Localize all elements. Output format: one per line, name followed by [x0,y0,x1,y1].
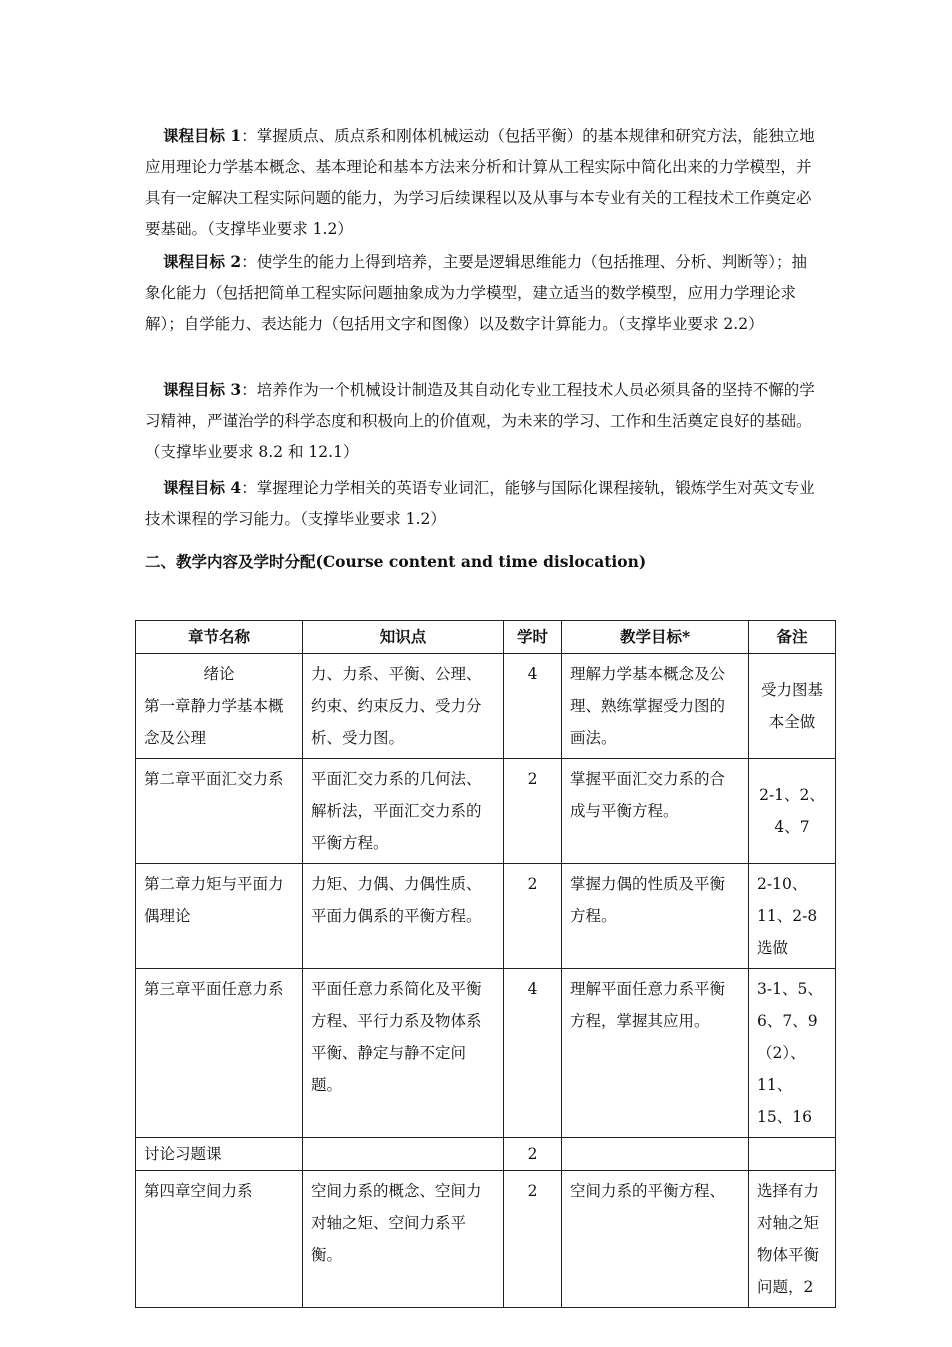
cell-knowledge: 力矩、力偶、力偶性质、平面力偶系的平衡方程。 [303,864,504,969]
table-row [136,1171,836,1308]
course-content-table [135,620,836,1308]
cell-chapter: 讨论习题课 [136,1138,303,1171]
cell-hours: 2 [504,1171,562,1308]
cell-note: 2-1、2、4、7 [749,759,836,864]
cell-chapter: 第四章空间力系 [136,1171,303,1308]
cell-note [749,1138,836,1171]
cell-knowledge: 空间力系的概念、空间力对轴之矩、空间力系平衡。 [303,1171,504,1308]
cell-hours: 2 [504,759,562,864]
cell-hours: 4 [504,969,562,1138]
objective-3-label: 课程目标 3 [163,380,242,399]
cell-chapter: 第三章平面任意力系 [136,969,303,1138]
objective-2-label: 课程目标 2 [163,252,242,271]
cell-note: 3-1、5、6、7、9（2）、11、15、16 [749,969,836,1138]
cell-note: 受力图基本全做 [749,654,836,759]
objective-3 [145,374,815,468]
table-row [136,864,836,969]
objective-1-label: 课程目标 1 [163,126,242,145]
cell-goal: 掌握平面汇交力系的合成与平衡方程。 [562,759,749,864]
cell-chapter: 第二章力矩与平面力偶理论 [136,864,303,969]
cell-knowledge [303,1138,504,1171]
cell-knowledge: 力、力系、平衡、公理、约束、约束反力、受力分析、受力图。 [303,654,504,759]
header-chapter: 章节名称 [136,621,303,654]
section-title: 二、教学内容及学时分配(Course content and time dislocation) [145,552,647,571]
cell-note: 2-10、11、2-8 选做 [749,864,836,969]
header-note: 备注 [749,621,836,654]
table-row [136,1138,836,1171]
cell-knowledge: 平面汇交力系的几何法、解析法，平面汇交力系的平衡方程。 [303,759,504,864]
cell-chapter: 第二章平面汇交力系 [136,759,303,864]
objective-1-text: ：掌握质点、质点系和刚体机械运动（包括平衡）的基本规律和研究方法，能独立地应用理论力学基本概念、基本理论和基本方法来分析和计算从工程实际中简化出来的力学模型，并具有一定解决工程实际问题的能力，为学习后续课程以及从事与本专业有关的工程技术工作奠定必要基础。（支撑毕业要求 1.2） [145,127,815,238]
objective-2-text: ：使学生的能力上得到培养，主要是逻辑思维能力（包括推理、分析、判断等）；抽象化能力（包括把简单工程实际问题抽象成为力学模型，建立适当的数学模型，应用力学理论求解）；自学能力、表达能力（包括用文字和图像）以及数字计算能力。（支撑毕业要求 2.2） [145,253,807,333]
cell-goal: 理解平面任意力系平衡方程，掌握其应用。 [562,969,749,1138]
cell-knowledge: 平面任意力系简化及平衡方程、平行力系及物体系平衡、静定与静不定问题。 [303,969,504,1138]
objective-2 [145,246,815,340]
cell-chapter [136,654,303,759]
chapter-intro: 绪论 [203,665,235,683]
header-goal: 教学目标* [562,621,749,654]
cell-goal: 理解力学基本概念及公理、熟练掌握受力图的画法。 [562,654,749,759]
table-row [136,759,836,864]
cell-goal [562,1138,749,1171]
objective-3-text: ：培养作为一个机械设计制造及其自动化专业工程技术人员必须具备的坚持不懈的学习精神，严谨治学的科学态度和积极向上的价值观，为未来的学习、工作和生活奠定良好的基础。（支撑毕业要求 8.2 和 12.1） [145,381,815,461]
header-knowledge: 知识点 [303,621,504,654]
cell-note: 选择有力对轴之矩物体平衡问题，2 [749,1171,836,1308]
chapter-one: 第一章静力学基本概念及公理 [144,697,284,747]
objective-1 [145,120,815,245]
cell-hours: 2 [504,864,562,969]
cell-goal: 空间力系的平衡方程、 [562,1171,749,1308]
cell-goal: 掌握力偶的性质及平衡方程。 [562,864,749,969]
objective-4 [145,472,815,535]
table-row [136,654,836,759]
objective-4-text: ：掌握理论力学相关的英语专业词汇，能够与国际化课程接轨，锻炼学生对英文专业技术课程的学习能力。（支撑毕业要求 1.2） [145,479,815,528]
table-header-row [136,621,836,654]
cell-hours: 4 [504,654,562,759]
cell-hours: 2 [504,1138,562,1171]
header-hours: 学时 [504,621,562,654]
table-row [136,969,836,1138]
objective-4-label: 课程目标 4 [163,478,242,497]
